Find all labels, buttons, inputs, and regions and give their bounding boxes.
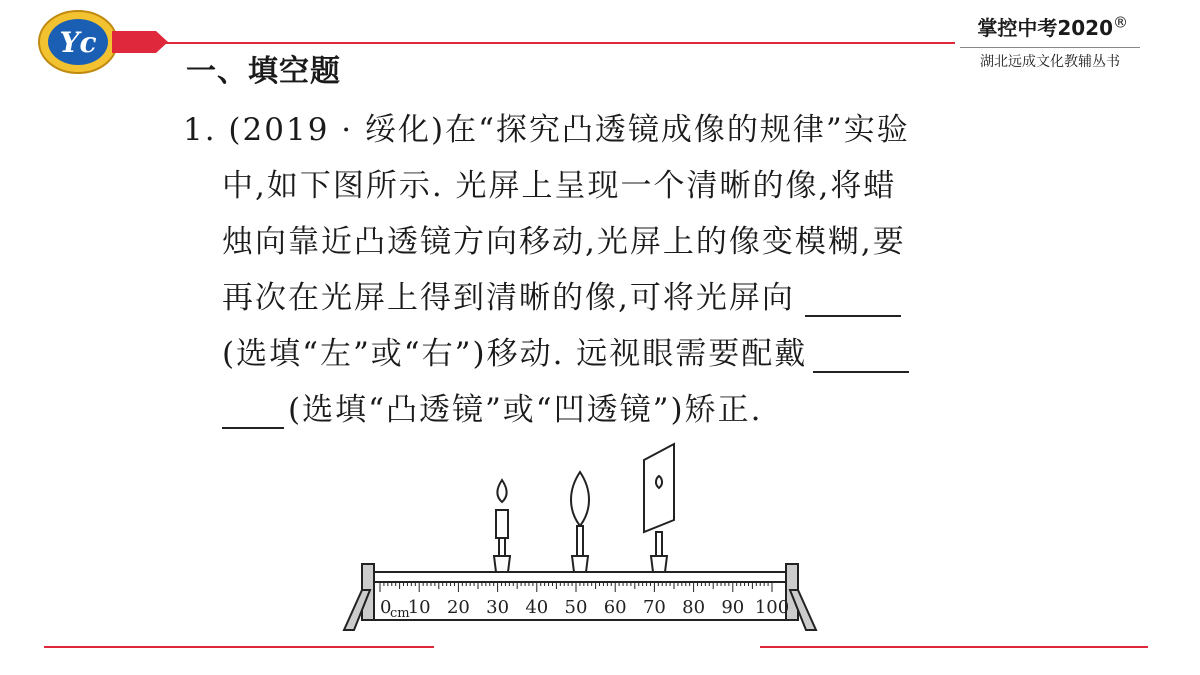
footer-divider-left (44, 646, 434, 648)
ruler-tick-label: 50 (564, 597, 588, 618)
brand-title: 掌控中考2020® (977, 13, 1128, 40)
convex-lens (571, 472, 589, 572)
ruler-zero-label: 0 (380, 597, 392, 618)
ruler-tick-label: 90 (721, 597, 745, 618)
question-line-5: (选填“左”或“右”)移动. 远视眼需要配戴 (222, 328, 909, 373)
header-arrow-decoration (112, 31, 168, 53)
svg-text:Yc: Yc (59, 26, 97, 59)
ruler-tick-label: 40 (525, 597, 549, 618)
candle (494, 480, 510, 572)
publisher-logo (38, 10, 120, 74)
ruler-tick-label: 80 (682, 597, 706, 618)
ruler-tick-label: 100 (754, 597, 790, 618)
header-divider (165, 42, 955, 44)
question-line-4: 再次在光屏上得到清晰的像,可将光屏向 (222, 272, 901, 317)
question-line-2: 中,如下图所示. 光屏上呈现一个清晰的像,将蜡 (222, 168, 897, 204)
footer-divider-right (760, 646, 1148, 648)
question-line-6: (选填“凸透镜”或“凹透镜”)矫正. (222, 384, 762, 429)
question-line-3: 烛向靠近凸透镜方向移动,光屏上的像变模糊,要 (222, 224, 906, 260)
answer-blank-2-continued[interactable] (222, 399, 284, 429)
section-title: 一、填空题 (186, 54, 341, 89)
ruler-tick-label: 20 (446, 597, 470, 618)
light-screen (644, 444, 674, 572)
optical-bench-figure (340, 440, 820, 640)
question-line-1: 1. (2019 · 绥化)在“探究凸透镜成像的规律”实验 (183, 112, 910, 148)
answer-blank-2[interactable] (813, 343, 909, 373)
answer-blank-1[interactable] (805, 287, 901, 317)
ruler-tick-label: 30 (486, 597, 510, 618)
ruler-tick-label: 60 (603, 597, 627, 618)
ruler-tick-label: 70 (642, 597, 666, 618)
publisher-name: 湖北远成文化教辅丛书 (960, 47, 1140, 71)
ruler-unit-label: cm (390, 606, 410, 621)
ruler-tick-label: 10 (407, 597, 431, 618)
